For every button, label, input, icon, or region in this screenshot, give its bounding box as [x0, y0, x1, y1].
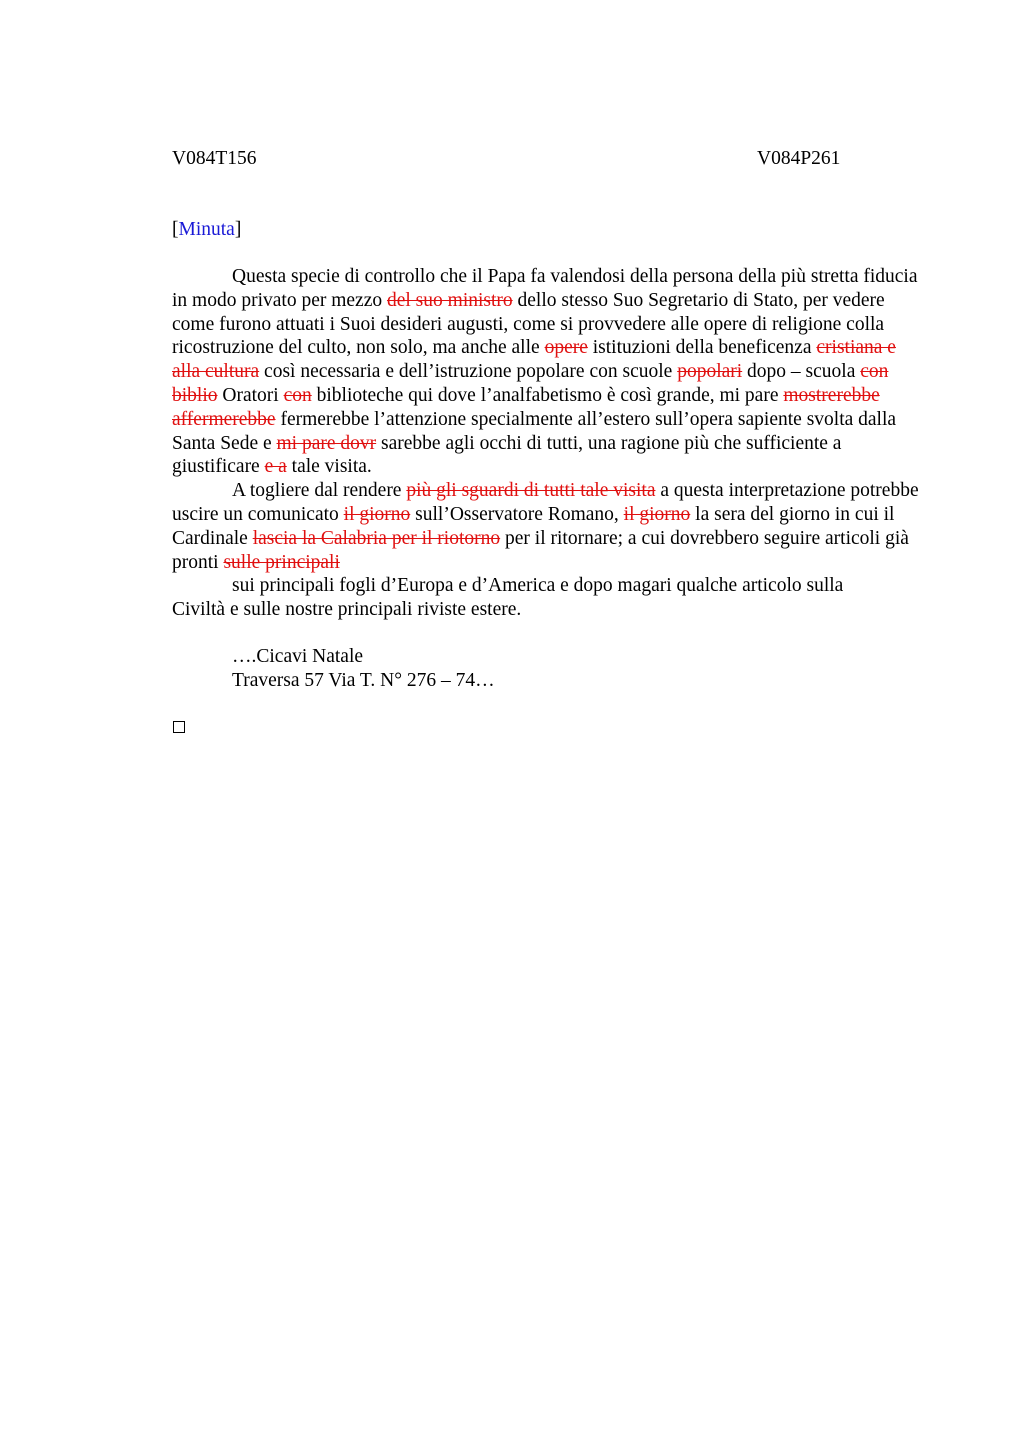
draft-label [172, 218, 241, 242]
text-run: la sera del giorno in cui il Cardinale [172, 503, 895, 549]
text-run: Oratori [217, 384, 284, 406]
deleted-text: del suo ministro [386, 289, 513, 311]
deleted-text: sulle principali [223, 551, 340, 573]
text-run: dello stesso Suo Segretario di Stato, per vedere come furono attuati i Suoi desideri augusti, come si provvedere alle opere di religione colla ricostruzione del culto, non solo, ma anche alle [172, 289, 885, 359]
text-run: A togliere dal rendere [232, 480, 407, 502]
deleted-text: popolari [677, 361, 743, 383]
text-run: a questa interpretazione potrebbe uscire un comunicato [172, 480, 919, 525]
signature-block [232, 645, 495, 693]
signature-name: ….Cicavi Natale [232, 646, 364, 667]
deleted-text: lascia la Calabria per il riotorno [252, 527, 501, 549]
text-run: sull’Osservatore Romano, [410, 503, 624, 525]
deleted-text: il giorno [623, 503, 691, 525]
deleted-text: mostrerebbe affermerebbe [172, 384, 880, 430]
text-run: per il ritornare; a cui dovrebbero seguire articoli già pronti [172, 527, 909, 573]
letter-body [172, 265, 924, 622]
signature-address: Traversa 57 Via T. N° 276 – 74… [232, 670, 495, 691]
document-code-left: V084T156 [172, 148, 257, 169]
deleted-text: cristiana e alla cultura [172, 337, 896, 383]
text-run: tale visita. [286, 456, 372, 478]
deleted-text: con biblio [172, 361, 889, 406]
text-run: fermerebbe l’attenzione specialmente all’estero sull’opera sapiente svolta dalla Santa Sede e [172, 408, 897, 454]
text-run: istituzioni della beneficenza [587, 337, 817, 359]
text-run: Questa specie di controllo che il Papa fa valendosi della persona della più stretta fiducia in modo privato per mezzo [172, 266, 918, 311]
deleted-text: e a [264, 456, 287, 478]
label-close-bracket: ] [234, 219, 242, 240]
text-run: dopo – scuola [742, 361, 861, 383]
document-code-right: V084P261 [757, 148, 841, 169]
text-run: così necessaria e dell’istruzione popolare con scuole [259, 361, 678, 383]
deleted-text: opere [544, 337, 588, 359]
deleted-text: mi pare dovr [276, 432, 377, 454]
text-run: sarebbe agli occhi di tutti, una ragione più che sufficiente a giustificare [172, 432, 842, 478]
deleted-text: il giorno [343, 503, 411, 525]
text-run: biblioteche qui dove l’analfabetismo è così grande, mi pare [311, 384, 784, 406]
paragraph-2 [172, 479, 924, 574]
end-marker-box [173, 721, 185, 733]
paragraph-1 [172, 265, 924, 479]
paragraph-3-second-line: Civiltà e sulle nostre principali riviste estere. [172, 599, 522, 621]
paragraph-3-first-line: sui principali fogli d’Europa e d’America e dopo magari qualche articolo sulla [232, 575, 844, 597]
label-open-bracket: [ [172, 219, 179, 240]
label-word: Minuta [178, 219, 235, 240]
deleted-text: più gli sguardi di tutti tale visita [406, 480, 656, 502]
deleted-text: con [283, 384, 312, 406]
